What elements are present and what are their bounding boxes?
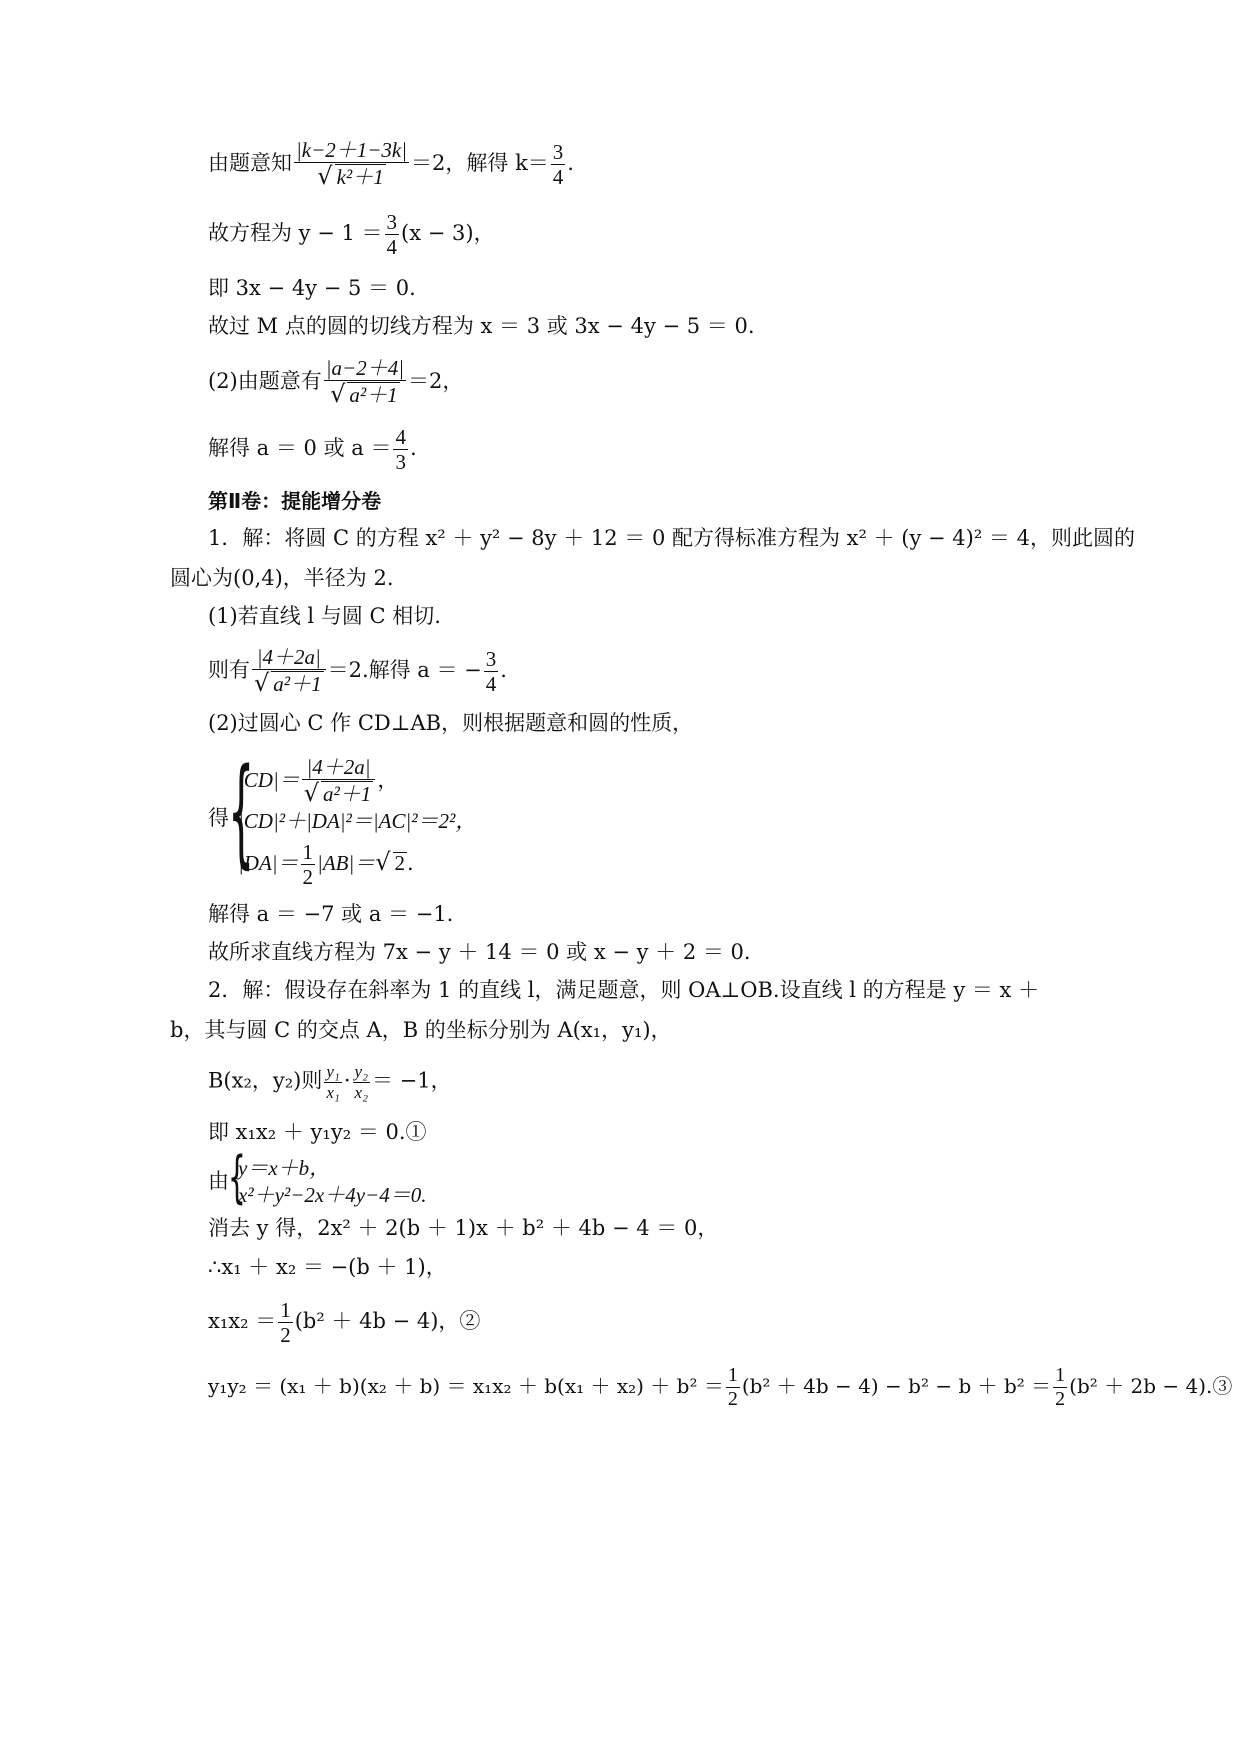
- denominator: 4: [552, 164, 564, 189]
- radicand: 2: [394, 851, 406, 876]
- denominator: 3: [395, 450, 406, 475]
- fraction: [385, 210, 400, 259]
- system-row-3: |DA|＝ $\frac{1}{2}$ |AB|＝√ 2.: [238, 840, 414, 890]
- line-15: b，其与圆 C 的交点 A，B 的坐标分别为 A(x₁，y₁)，: [170, 1018, 672, 1042]
- fraction: $\frac{|k-2+1-3k|}{\text{√ k²＋1}}$: [296, 138, 408, 191]
- line-11: (2)过圆心 C 作 CD⊥AB，则根据题意和圆的性质，: [208, 711, 694, 735]
- text: (2)由题意有: [208, 368, 322, 393]
- line-16: [208, 1062, 452, 1102]
- system-row-1: [238, 755, 398, 808]
- fraction: [301, 840, 316, 889]
- denominator: 2: [302, 865, 314, 890]
- fraction: [393, 425, 408, 474]
- denominator: x₁: [326, 1082, 340, 1102]
- fraction: [353, 1062, 370, 1102]
- numerator: 3: [485, 646, 497, 671]
- line-10: [208, 645, 507, 698]
- text: .: [567, 150, 574, 175]
- text: |AB|＝: [317, 851, 376, 876]
- fraction: $\frac{|4+2a|}{\text{√ a²＋1}}$: [252, 645, 326, 698]
- numerator: |a−2＋4|: [325, 356, 404, 380]
- denominator: 4: [386, 235, 398, 260]
- line-5: [208, 356, 463, 409]
- text: ＝ −1，: [372, 1068, 452, 1093]
- text: |DA|＝: [238, 851, 299, 876]
- line-7: 1．解：将圆 C 的方程 x² ＋ y² − 8y ＋ 12 ＝ 0 配方得标准方程为 x² ＋ (y − 4)² ＝ 4，则此圆的: [208, 526, 1135, 550]
- numerator: y₁: [326, 1062, 340, 1081]
- text: 则有: [208, 657, 250, 682]
- denominator: a²＋1: [349, 383, 398, 408]
- text: ，: [377, 767, 399, 792]
- text: (x − 3)，: [401, 221, 495, 246]
- denominator: 4: [485, 671, 497, 696]
- text: 解得 a ＝ 0 或 a ＝: [208, 436, 392, 461]
- text: 故方程为 y − 1 ＝: [208, 221, 383, 246]
- numerator: 3: [552, 139, 564, 164]
- line-19: ∴x₁ ＋ x₂ ＝ −(b ＋ 1)，: [208, 1255, 447, 1279]
- line-4: 故过 M 点的圆的切线方程为 x ＝ 3 或 3x − 4y − 5 ＝ 0.: [208, 314, 755, 338]
- numerator: 3: [386, 210, 398, 234]
- line-13: 故所求直线方程为 7x − y ＋ 14 ＝ 0 或 x − y ＋ 2 ＝ 0.: [208, 940, 751, 964]
- system-label: 由: [208, 1169, 229, 1193]
- text: .: [407, 851, 414, 876]
- left-brace: {: [228, 742, 255, 880]
- fraction: [278, 1298, 293, 1347]
- numerator: 1: [1055, 1364, 1066, 1386]
- denominator: 2: [280, 1323, 291, 1348]
- line-2: [208, 210, 495, 259]
- denominator: 2: [1055, 1388, 1066, 1410]
- line-18: 消去 y 得，2x² ＋ 2(b ＋ 1)x ＋ b² ＋ 4b − 4 ＝ 0，: [208, 1216, 719, 1240]
- line-20: [208, 1298, 480, 1347]
- numerator: y₂: [354, 1062, 368, 1081]
- text: (b² ＋ 2b − 4).③: [1069, 1374, 1233, 1398]
- text: x₁x₂ ＝: [208, 1309, 277, 1334]
- numerator: |k−2＋1−3k|: [296, 138, 408, 162]
- text: B(x₂，y₂)则: [208, 1068, 323, 1093]
- denominator: 2: [727, 1388, 738, 1410]
- numerator: 4: [395, 425, 406, 449]
- line-14: 2．解：假设存在斜率为 1 的直线 l，满足题意，则 OA⊥OB.设直线 l 的方程是 y ＝ x ＋: [208, 978, 1040, 1002]
- text: y₁y₂ ＝ (x₁ ＋ b)(x₂ ＋ b) ＝ x₁x₂ ＋ b(x₁ ＋ x₂) ＋ b² ＝: [208, 1374, 724, 1398]
- text: .: [409, 436, 417, 461]
- text: ＝2，: [407, 368, 464, 393]
- system-row-2: x²＋y²−2x＋4y−4＝0.: [238, 1183, 427, 1207]
- fraction: $\frac{|4+2a|}{\text{√ a²＋1}}$: [302, 755, 376, 808]
- numerator: 1: [280, 1298, 291, 1322]
- fraction: [1053, 1364, 1067, 1411]
- system-row-2: |CD|²＋|DA|²＝|AC|²＝2²，: [238, 809, 477, 833]
- numerator: |4＋2a|: [302, 755, 376, 780]
- fraction: $\frac{|a-2+4|}{\text{√ a²＋1}}$: [325, 356, 404, 409]
- fraction: [726, 1364, 740, 1411]
- text: 由题意知: [208, 150, 292, 175]
- text: ＝2.解得 a ＝ −: [327, 657, 482, 682]
- denominator: k²＋1: [336, 165, 384, 190]
- text: .: [500, 657, 507, 682]
- section-heading: 第Ⅱ卷：提能增分卷: [208, 489, 382, 513]
- numerator: |4＋2a|: [252, 645, 326, 670]
- denominator: x₂: [354, 1082, 368, 1102]
- fraction: [551, 140, 566, 189]
- left-brace: {: [228, 1145, 246, 1210]
- text: (b² ＋ 4b − 4)，②: [294, 1309, 481, 1334]
- line-21: [208, 1364, 1232, 1411]
- line-8: 圆心为(0,4)，半径为 2.: [170, 566, 394, 590]
- text: ＝2，解得 k＝: [411, 150, 549, 175]
- numerator: 1: [302, 840, 314, 864]
- denominator: a²＋1: [323, 782, 372, 807]
- text: ·: [343, 1068, 351, 1093]
- system-row-1: y＝x＋b，: [238, 1156, 331, 1180]
- line-6: [208, 425, 417, 474]
- line-9: (1)若直线 l 与圆 C 相切.: [208, 604, 441, 628]
- text: |CD|＝: [238, 767, 300, 792]
- fraction: [324, 1062, 341, 1102]
- line-12: 解得 a ＝ −7 或 a ＝ −1.: [208, 902, 454, 926]
- denominator: a²＋1: [273, 672, 322, 697]
- line-17: 即 x₁x₂ ＋ y₁y₂ ＝ 0.①: [208, 1120, 427, 1144]
- numerator: 1: [727, 1364, 738, 1386]
- line-3: 即 3x − 4y − 5 ＝ 0.: [208, 276, 416, 300]
- system-label: 得: [208, 806, 229, 830]
- line-1: [208, 138, 574, 191]
- fraction: [484, 647, 499, 696]
- text: (b² ＋ 4b − 4) − b² − b ＋ b² ＝: [741, 1374, 1052, 1398]
